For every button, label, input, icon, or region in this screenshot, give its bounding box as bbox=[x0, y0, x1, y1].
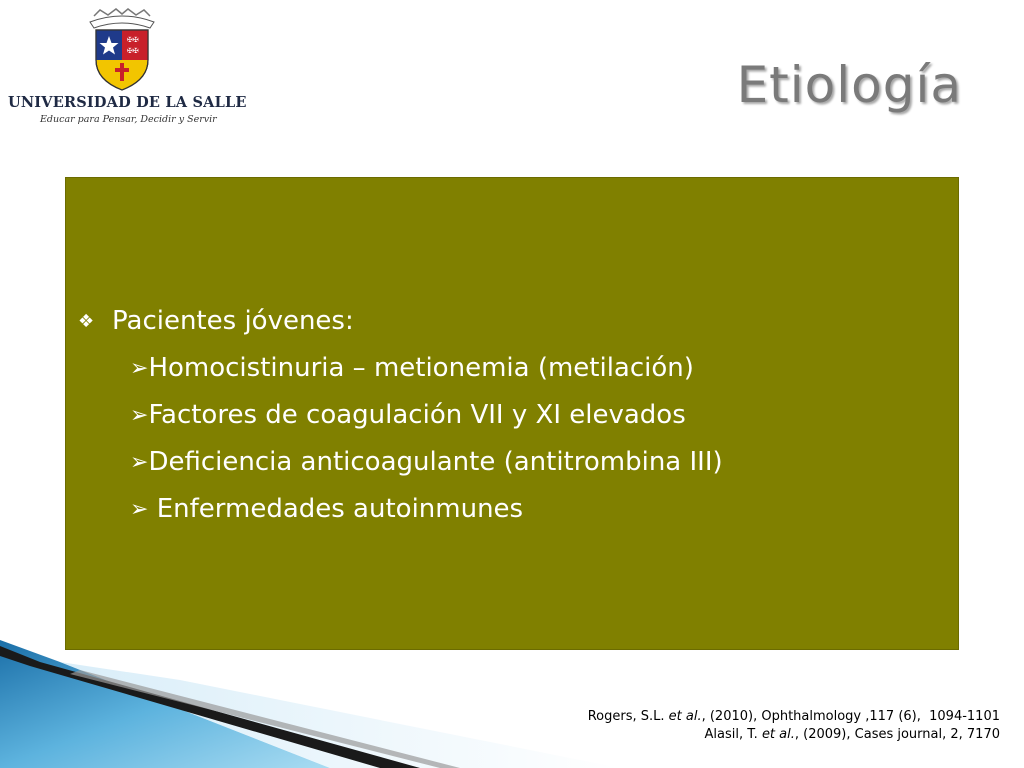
arrow-bullet-icon: ➢ bbox=[130, 356, 149, 381]
reference-before: Rogers, S.L. bbox=[587, 709, 669, 724]
svg-text:✠✠: ✠✠ bbox=[127, 36, 139, 44]
reference-after: , (2009), Cases journal, 2, 7170 bbox=[794, 727, 1000, 742]
slide-title: Etiología bbox=[736, 56, 962, 114]
bullet-text: Deficiencia anticoagulante (antitrombina III) bbox=[148, 447, 723, 477]
reference-line bbox=[588, 726, 1000, 744]
bullet-list bbox=[78, 298, 723, 533]
university-crest-icon bbox=[80, 8, 164, 92]
bullet-item bbox=[78, 486, 723, 533]
reference-before: Alasil, T. bbox=[704, 727, 762, 742]
bullet-text: Enfermedades autoinmunes bbox=[148, 494, 524, 524]
content-box bbox=[65, 177, 959, 650]
arrow-bullet-icon: ➢ bbox=[130, 403, 149, 428]
arrow-bullet-icon: ➢ bbox=[130, 497, 149, 522]
reference-italic: et al. bbox=[668, 709, 702, 724]
university-name: UNIVERSIDAD DE LA SALLE bbox=[8, 94, 247, 111]
university-motto: Educar para Pensar, Decidir y Servir bbox=[40, 114, 217, 125]
bullet-text: Homocistinuria – metionemia (metilación) bbox=[148, 353, 694, 383]
svg-text:✠✠: ✠✠ bbox=[127, 47, 139, 55]
bullet-text: Pacientes jóvenes: bbox=[112, 306, 354, 336]
arrow-bullet-icon: ➢ bbox=[130, 450, 149, 475]
bullet-item bbox=[78, 345, 723, 392]
bullet-item bbox=[78, 298, 723, 345]
decorative-swoosh bbox=[0, 640, 620, 768]
reference-line bbox=[588, 708, 1000, 726]
reference-italic: et al. bbox=[761, 727, 795, 742]
references bbox=[588, 708, 1000, 744]
bullet-item bbox=[78, 392, 723, 439]
diamond-bullet-icon: ❖ bbox=[78, 311, 95, 332]
reference-after: , (2010), Ophthalmology ,117 (6), 1094-1101 bbox=[701, 709, 1000, 724]
bullet-text: Factores de coagulación VII y XI elevados bbox=[148, 400, 686, 430]
bullet-item bbox=[78, 439, 723, 486]
university-logo bbox=[8, 8, 247, 126]
